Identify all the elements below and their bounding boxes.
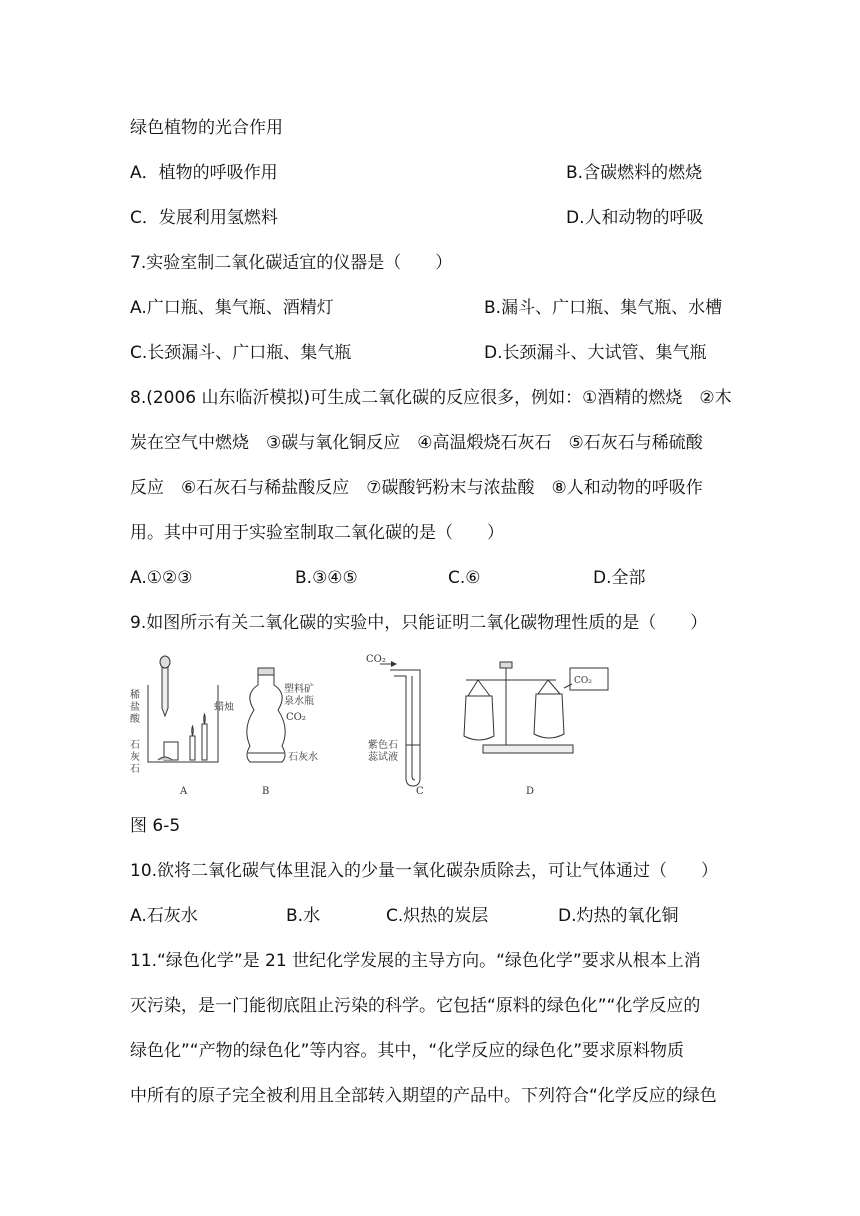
q9-stem: 9.如图所示有关二氧化碳的实验中，只能证明二氧化碳物理性质的是（ ） xyxy=(130,613,708,633)
label-c-co2: CO₂ xyxy=(366,654,386,665)
q6-option-c: C．发展利用氢燃料 xyxy=(130,208,278,228)
experiment-a-beaker xyxy=(148,656,218,762)
experiment-c-test-tube xyxy=(380,664,420,786)
q11-line-4: 中所有的原子完全被利用且全部转入期望的产品中。下列符合“化学反应的绿色 xyxy=(130,1086,717,1106)
q10-stem: 10.欲将二氧化碳气体里混入的少量一氧化碳杂质除去，可让气体通过（ ） xyxy=(130,861,719,881)
q11-line-3: 绿色化”“产物的绿色化”等内容。其中，“化学反应的绿色化”要求原料物质 xyxy=(130,1041,685,1061)
experiment-b-bottle xyxy=(247,668,285,762)
q7-option-a: A.广口瓶、集气瓶、酒精灯 xyxy=(130,298,334,318)
q11-line-2: 灭污染，是一门能彻底阻止污染的科学。它包括“原料的绿色化”“化学反应的 xyxy=(130,996,701,1016)
q8-option-a: A.①②③ xyxy=(130,568,193,588)
q10-option-b: B.水 xyxy=(286,906,321,926)
label-b-bottle-1: 塑料矿 xyxy=(284,684,314,695)
label-c-litmus-2: 蕊试液 xyxy=(368,752,398,763)
label-a-acid-1: 稀 xyxy=(130,690,140,701)
q8-option-c: C.⑥ xyxy=(448,568,481,588)
q7-stem: 7.实验室制二氧化碳适宜的仪器是（ ） xyxy=(130,253,453,273)
q6-option-a: A．植物的呼吸作用 xyxy=(130,163,278,183)
q10-option-c: C.炽热的炭层 xyxy=(386,906,489,926)
label-c-litmus-1: 紫色石 xyxy=(368,740,398,751)
label-a-limestone-1: 石 xyxy=(130,740,140,751)
label-a-limestone-2: 灰 xyxy=(130,752,140,763)
q11-line-1: 11.“绿色化学”是 21 世纪化学发展的主导方向。“绿色化学”要求从根本上消 xyxy=(130,951,701,971)
caption-c: C xyxy=(416,786,424,797)
label-d-co2: CO₂ xyxy=(574,676,592,686)
q10-option-d: D.灼热的氧化铜 xyxy=(558,906,679,926)
label-b-bottle-2: 泉水瓶 xyxy=(284,696,314,707)
co2-experiment-figure xyxy=(128,650,628,800)
q8-line-1: 8.(2006 山东临沂模拟)可生成二氧化碳的反应很多，例如：①酒精的燃烧 ②木 xyxy=(130,388,732,408)
caption-d: D xyxy=(526,786,535,797)
q6-option-b: B.含碳燃料的燃烧 xyxy=(566,163,703,183)
q7-option-d: D.长颈漏斗、大试管、集气瓶 xyxy=(484,343,707,363)
q8-option-d: D.全部 xyxy=(593,568,646,588)
q7-option-b: B.漏斗、广口瓶、集气瓶、水槽 xyxy=(484,298,723,318)
label-a-limestone-3: 石 xyxy=(130,764,140,775)
q8-line-3: 反应 ⑥石灰石与稀盐酸反应 ⑦碳酸钙粉末与浓盐酸 ⑧人和动物的呼吸作 xyxy=(130,478,703,498)
q7-option-c: C.长颈漏斗、广口瓶、集气瓶 xyxy=(130,343,352,363)
q8-line-2: 炭在空气中燃烧 ③碳与氧化铜反应 ④高温煅烧石灰石 ⑤石灰石与稀硫酸 xyxy=(130,433,703,453)
figure-caption: 图 6-5 xyxy=(130,816,181,836)
label-a-candle: 蜡烛 xyxy=(214,702,234,713)
label-a-acid-2: 盐 xyxy=(130,702,140,713)
label-a-acid-3: 酸 xyxy=(130,714,140,725)
q6-stem-tail: 绿色植物的光合作用 xyxy=(130,118,283,138)
caption-b: B xyxy=(262,786,270,797)
q8-line-4: 用。其中可用于实验室制取二氧化碳的是（ ） xyxy=(130,523,504,543)
label-b-limewater: 石灰水 xyxy=(288,752,318,763)
q8-option-b: B.③④⑤ xyxy=(295,568,358,588)
q10-option-a: A.石灰水 xyxy=(130,906,198,926)
label-b-co2: CO₂ xyxy=(286,712,306,723)
q6-option-d: D.人和动物的呼吸 xyxy=(566,208,704,228)
caption-a: A xyxy=(180,786,188,797)
